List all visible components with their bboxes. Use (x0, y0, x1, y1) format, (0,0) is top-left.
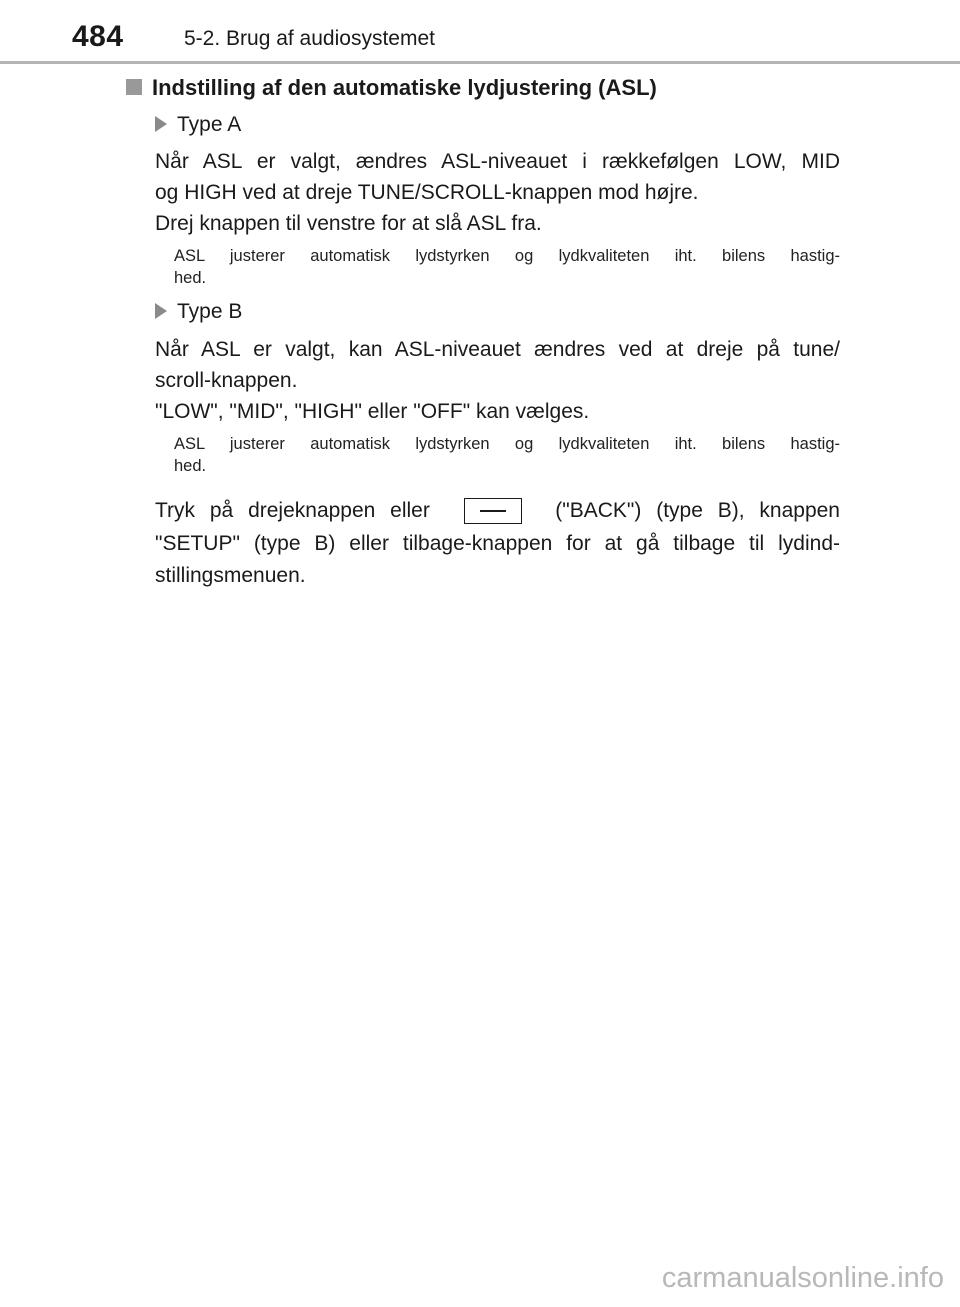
type-a-label: Type A (177, 113, 242, 136)
type-b-note-line: hed. (174, 457, 207, 475)
closing-line-1 (155, 496, 840, 526)
type-a-body (155, 146, 840, 239)
triangle-bullet-icon (155, 303, 167, 319)
type-b-body-line: "LOW", "MID", "HIGH" eller "OFF" kan vælges. (155, 400, 590, 423)
type-b-note (174, 433, 840, 477)
type-a-body-line: Når ASL er valgt, ændres ASL-niveauet i rækkefølgen LOW, MID (155, 150, 840, 173)
back-key-dash (480, 510, 506, 512)
closing-text-before-key: Tryk på drejeknappen eller (155, 499, 430, 522)
type-b-subheading (155, 299, 242, 325)
type-a-note-line: hed. (174, 269, 207, 287)
type-a-note-line: ASL justerer automatisk lydstyrken og lydkvaliteten iht. bilens hastig- (174, 247, 840, 265)
closing-line-2: "SETUP" (type B) eller tilbage-knappen for at gå tilbage til lydind- (155, 532, 840, 555)
back-key-icon (464, 498, 522, 524)
type-b-body-line: Når ASL er valgt, kan ASL-niveauet ændres ved at dreje på tune/ (155, 338, 840, 361)
watermark: carmanualsonline.info (661, 1262, 944, 1294)
type-a-body-line: Drej knappen til venstre for at slå ASL fra. (155, 212, 542, 235)
type-a-note (174, 245, 840, 289)
triangle-bullet-icon (155, 116, 167, 132)
section-heading-text: Indstilling af den automatiske lydjustering (ASL) (152, 75, 657, 100)
closing-text-after-key: ("BACK") (type B), knappen (555, 499, 840, 522)
square-bullet-icon (126, 79, 142, 95)
page-header (0, 0, 960, 64)
type-a-subheading (155, 112, 241, 138)
type-b-label: Type B (177, 300, 243, 323)
type-b-body (155, 334, 840, 427)
section-title: 5-2. Brug af audiosystemet (184, 27, 435, 50)
closing-paragraph (155, 496, 840, 590)
type-a-body-line: og HIGH ved at dreje TUNE/SCROLL-knappen mod højre. (155, 181, 699, 204)
type-b-body-line: scroll-knappen. (155, 369, 298, 392)
type-b-note-line: ASL justerer automatisk lydstyrken og lydkvaliteten iht. bilens hastig- (174, 435, 840, 453)
closing-line-3: stillingsmenuen. (155, 564, 306, 587)
page-number: 484 (72, 20, 124, 53)
header-divider (0, 61, 960, 64)
section-heading (126, 74, 846, 102)
